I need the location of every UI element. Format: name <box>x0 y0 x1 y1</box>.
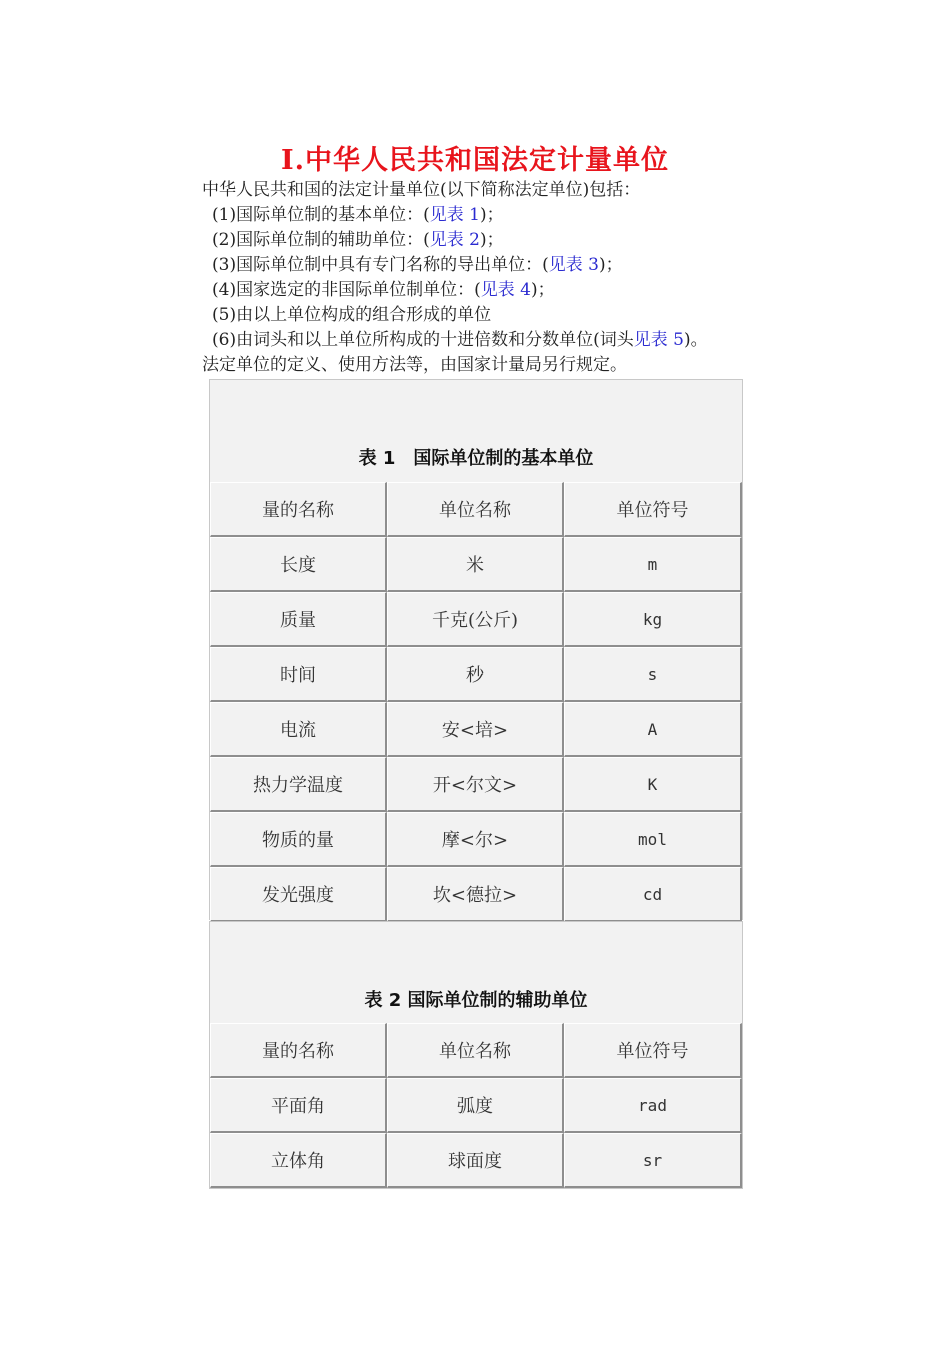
intro-item: (6)由词头和以上单位所构成的十进倍数和分数单位(词头见表 5)。 <box>212 330 708 350</box>
intro-section <box>202 178 902 378</box>
intro-item: (1)国际单位制的基本单位：(见表 1)； <box>212 205 504 225</box>
table-row <box>210 757 742 812</box>
header-quantity: 量的名称 <box>210 1023 387 1078</box>
page-title: I.中华人民共和国法定计量单位 <box>280 145 670 176</box>
cell-quantity: 发光强度 <box>210 867 387 922</box>
intro-closing: 法定单位的定义、使用方法等，由国家计量局另行规定。 <box>202 355 627 375</box>
cell-quantity: 长度 <box>210 537 387 592</box>
cell-quantity: 物质的量 <box>210 812 387 867</box>
cell-unit-name: 坎<德拉> <box>387 867 564 922</box>
cell-quantity: 电流 <box>210 702 387 757</box>
table-link[interactable]: 见表 3 <box>548 255 599 275</box>
cell-unit-symbol: sr <box>564 1133 742 1188</box>
table-header-row <box>210 1023 742 1078</box>
table1-caption: 表 1 国际单位制的基本单位 <box>358 448 594 469</box>
table2 <box>210 1023 742 1188</box>
cell-unit-name: 千克(公斤) <box>387 592 564 647</box>
table-header-row <box>210 482 742 537</box>
table-row <box>210 702 742 757</box>
cell-unit-symbol: m <box>564 537 742 592</box>
header-quantity: 量的名称 <box>210 482 387 537</box>
table-row <box>210 867 742 922</box>
header-unit-symbol: 单位符号 <box>564 1023 742 1078</box>
cell-quantity: 平面角 <box>210 1078 387 1133</box>
table-row <box>210 1133 742 1188</box>
cell-unit-name: 米 <box>387 537 564 592</box>
table-row <box>210 537 742 592</box>
cell-unit-name: 弧度 <box>387 1078 564 1133</box>
cell-unit-name: 球面度 <box>387 1133 564 1188</box>
cell-unit-name: 摩<尔> <box>387 812 564 867</box>
intro-lead: 中华人民共和国的法定计量单位(以下简称法定单位)包括： <box>202 180 641 200</box>
intro-item: (5)由以上单位构成的组合形成的单位 <box>212 305 492 325</box>
cell-quantity: 质量 <box>210 592 387 647</box>
cell-unit-symbol: mol <box>564 812 742 867</box>
table-row <box>210 592 742 647</box>
table-link[interactable]: 见表 1 <box>429 205 480 225</box>
cell-unit-name: 安<培> <box>387 702 564 757</box>
table1 <box>210 482 742 922</box>
table1-panel <box>209 379 743 920</box>
table2-caption: 表 2 国际单位制的辅助单位 <box>364 990 588 1011</box>
table-row <box>210 647 742 702</box>
cell-quantity: 热力学温度 <box>210 757 387 812</box>
cell-unit-name: 开<尔文> <box>387 757 564 812</box>
header-unit-name: 单位名称 <box>387 1023 564 1078</box>
table-link[interactable]: 见表 5 <box>633 330 684 350</box>
cell-unit-name: 秒 <box>387 647 564 702</box>
intro-item: (3)国际单位制中具有专门名称的导出单位：(见表 3)； <box>212 255 623 275</box>
header-unit-name: 单位名称 <box>387 482 564 537</box>
cell-unit-symbol: kg <box>564 592 742 647</box>
table-row <box>210 812 742 867</box>
intro-item: (4)国家选定的非国际单位制单位：(见表 4)； <box>212 280 555 300</box>
cell-unit-symbol: A <box>564 702 742 757</box>
table2-panel <box>209 921 743 1189</box>
header-unit-symbol: 单位符号 <box>564 482 742 537</box>
cell-unit-symbol: K <box>564 757 742 812</box>
cell-quantity: 时间 <box>210 647 387 702</box>
cell-unit-symbol: rad <box>564 1078 742 1133</box>
table-row <box>210 1078 742 1133</box>
cell-unit-symbol: cd <box>564 867 742 922</box>
cell-quantity: 立体角 <box>210 1133 387 1188</box>
cell-unit-symbol: s <box>564 647 742 702</box>
table-link[interactable]: 见表 2 <box>429 230 480 250</box>
table-link[interactable]: 见表 4 <box>480 280 531 300</box>
intro-item: (2)国际单位制的辅助单位：(见表 2)； <box>212 230 504 250</box>
